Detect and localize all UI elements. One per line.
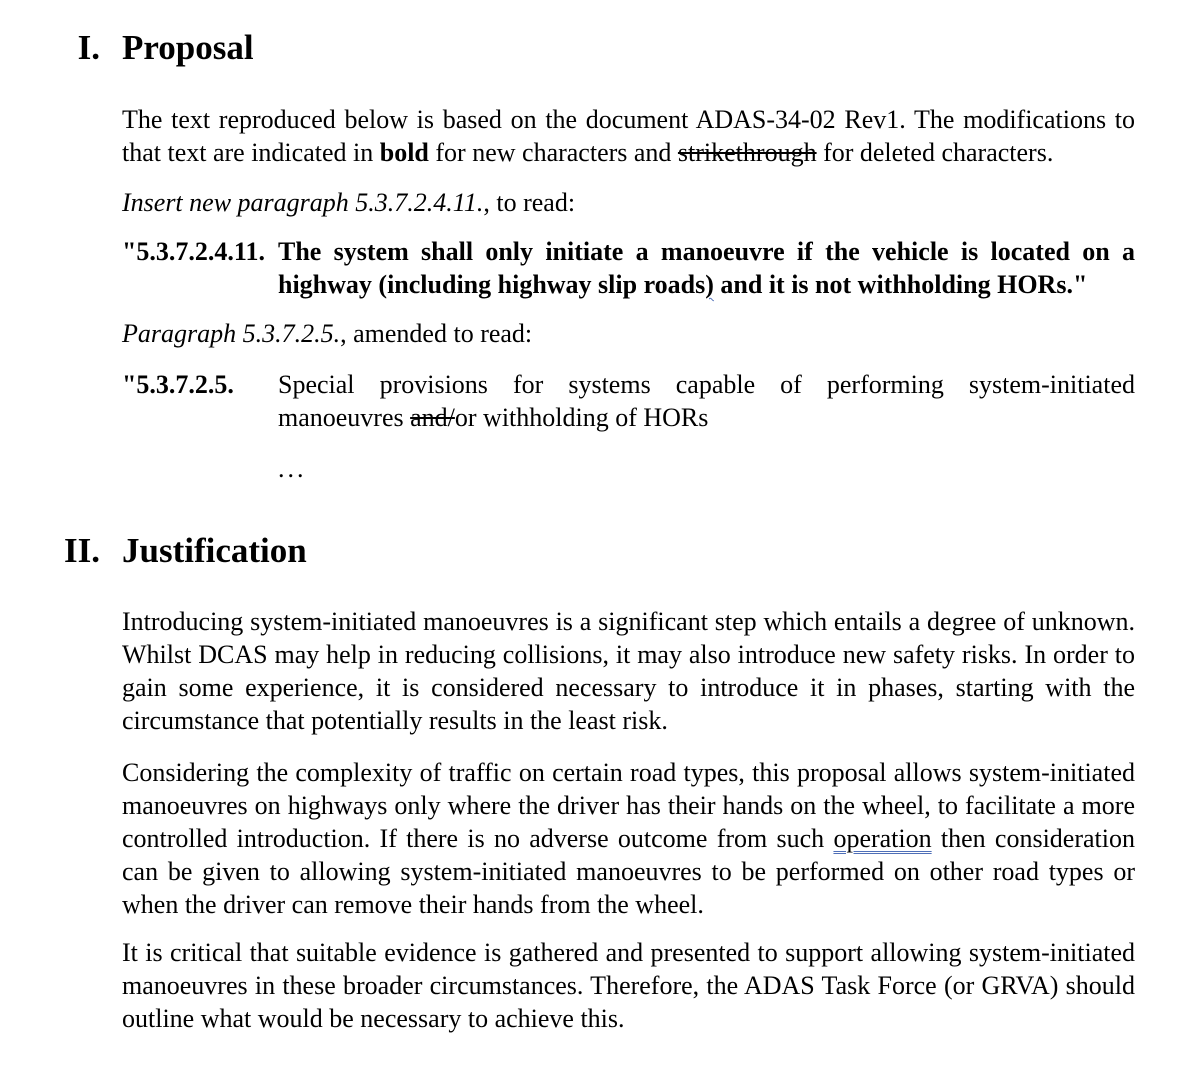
instruction-amend-plain: , amended to read: (340, 319, 533, 348)
new-paragraph-underlined: ) (705, 270, 714, 299)
amended-paragraph-text-2: or withholding of HORs (454, 403, 709, 432)
section-number: II. (64, 531, 100, 570)
intro-text-3: for deleted characters. (816, 138, 1054, 167)
amended-paragraph-text-1: Special provisions for systems capable of performing system-initiated manoeuvres (278, 370, 1135, 432)
intro-bold-word: bold (379, 138, 429, 167)
section-heading-proposal (77, 28, 254, 68)
section-title: Justification (122, 531, 307, 570)
justification-paragraph-2-text-2: then consideration can be given to allowing system-initiated manoeuvres to be performed on other road types or when the driver can remove their hands from the wheel. (122, 824, 1135, 919)
section-heading-justification (64, 531, 307, 571)
instruction-insert (122, 186, 1135, 219)
instruction-amend-italic: Paragraph 5.3.7.2.5. (122, 319, 341, 348)
new-paragraph-ref: "5.3.7.2.4.11. (122, 237, 265, 266)
amended-paragraph-ref: "5.3.7.2.5. (122, 370, 234, 399)
instruction-insert-italic: Insert new paragraph 5.3.7.2.4.11. (122, 188, 484, 217)
ellipsis: ... (278, 454, 307, 483)
instruction-insert-plain: , to read: (483, 188, 576, 217)
intro-paragraph (122, 103, 1135, 169)
intro-text-2: for new characters and (428, 138, 678, 167)
section-title: Proposal (122, 28, 254, 67)
justification-paragraph-2 (122, 756, 1135, 921)
intro-text-1: The text reproduced below is based on the document ADAS-34-02 Rev1. The modifications to that text are indicated in (122, 105, 1135, 167)
justification-paragraph-3: It is critical that suitable evidence is gathered and presented to support allowing system-initiated manoeuvres in these broader circumstances. Therefore, the ADAS Task Force (or GRVA) should outline what would be necessary to achieve this. (122, 938, 1135, 1033)
justification-paragraph-1: Introducing system-initiated manoeuvres is a significant step which entails a degree of unknown. Whilst DCAS may help in reducing collisions, it may also introduce new safety risks. In order to gain some experience, it is considered necessary to introduce it in phases, starting with the circumstance that potentially results in the least risk. (122, 607, 1135, 735)
justification-paragraph-2-underlined: operation (833, 824, 932, 853)
section-number: I. (77, 28, 100, 67)
amended-paragraph-struck: and/ (410, 403, 455, 432)
justification-paragraph-2-text-1: Considering the complexity of traffic on certain road types, this proposal allows system-initiated manoeuvres on highways only where the driver has their hands on the wheel, to facilitate a more controlled introduction. If there is no adverse outcome from such (122, 758, 1135, 853)
new-paragraph-text-1: The system shall only initiate a manoeuvre if the vehicle is located on a highway (including highway slip roads (278, 237, 1135, 299)
instruction-amend (122, 317, 1135, 350)
amended-paragraph-body (278, 368, 1135, 434)
amended-paragraph-5-3-7-2-5 (122, 368, 1135, 438)
intro-strike-word: strikethrough (677, 138, 817, 167)
new-paragraph-body (278, 235, 1135, 301)
new-paragraph-5-3-7-2-4-11 (122, 235, 1135, 305)
new-paragraph-text-2: and it is not withholding HORs." (713, 270, 1088, 299)
